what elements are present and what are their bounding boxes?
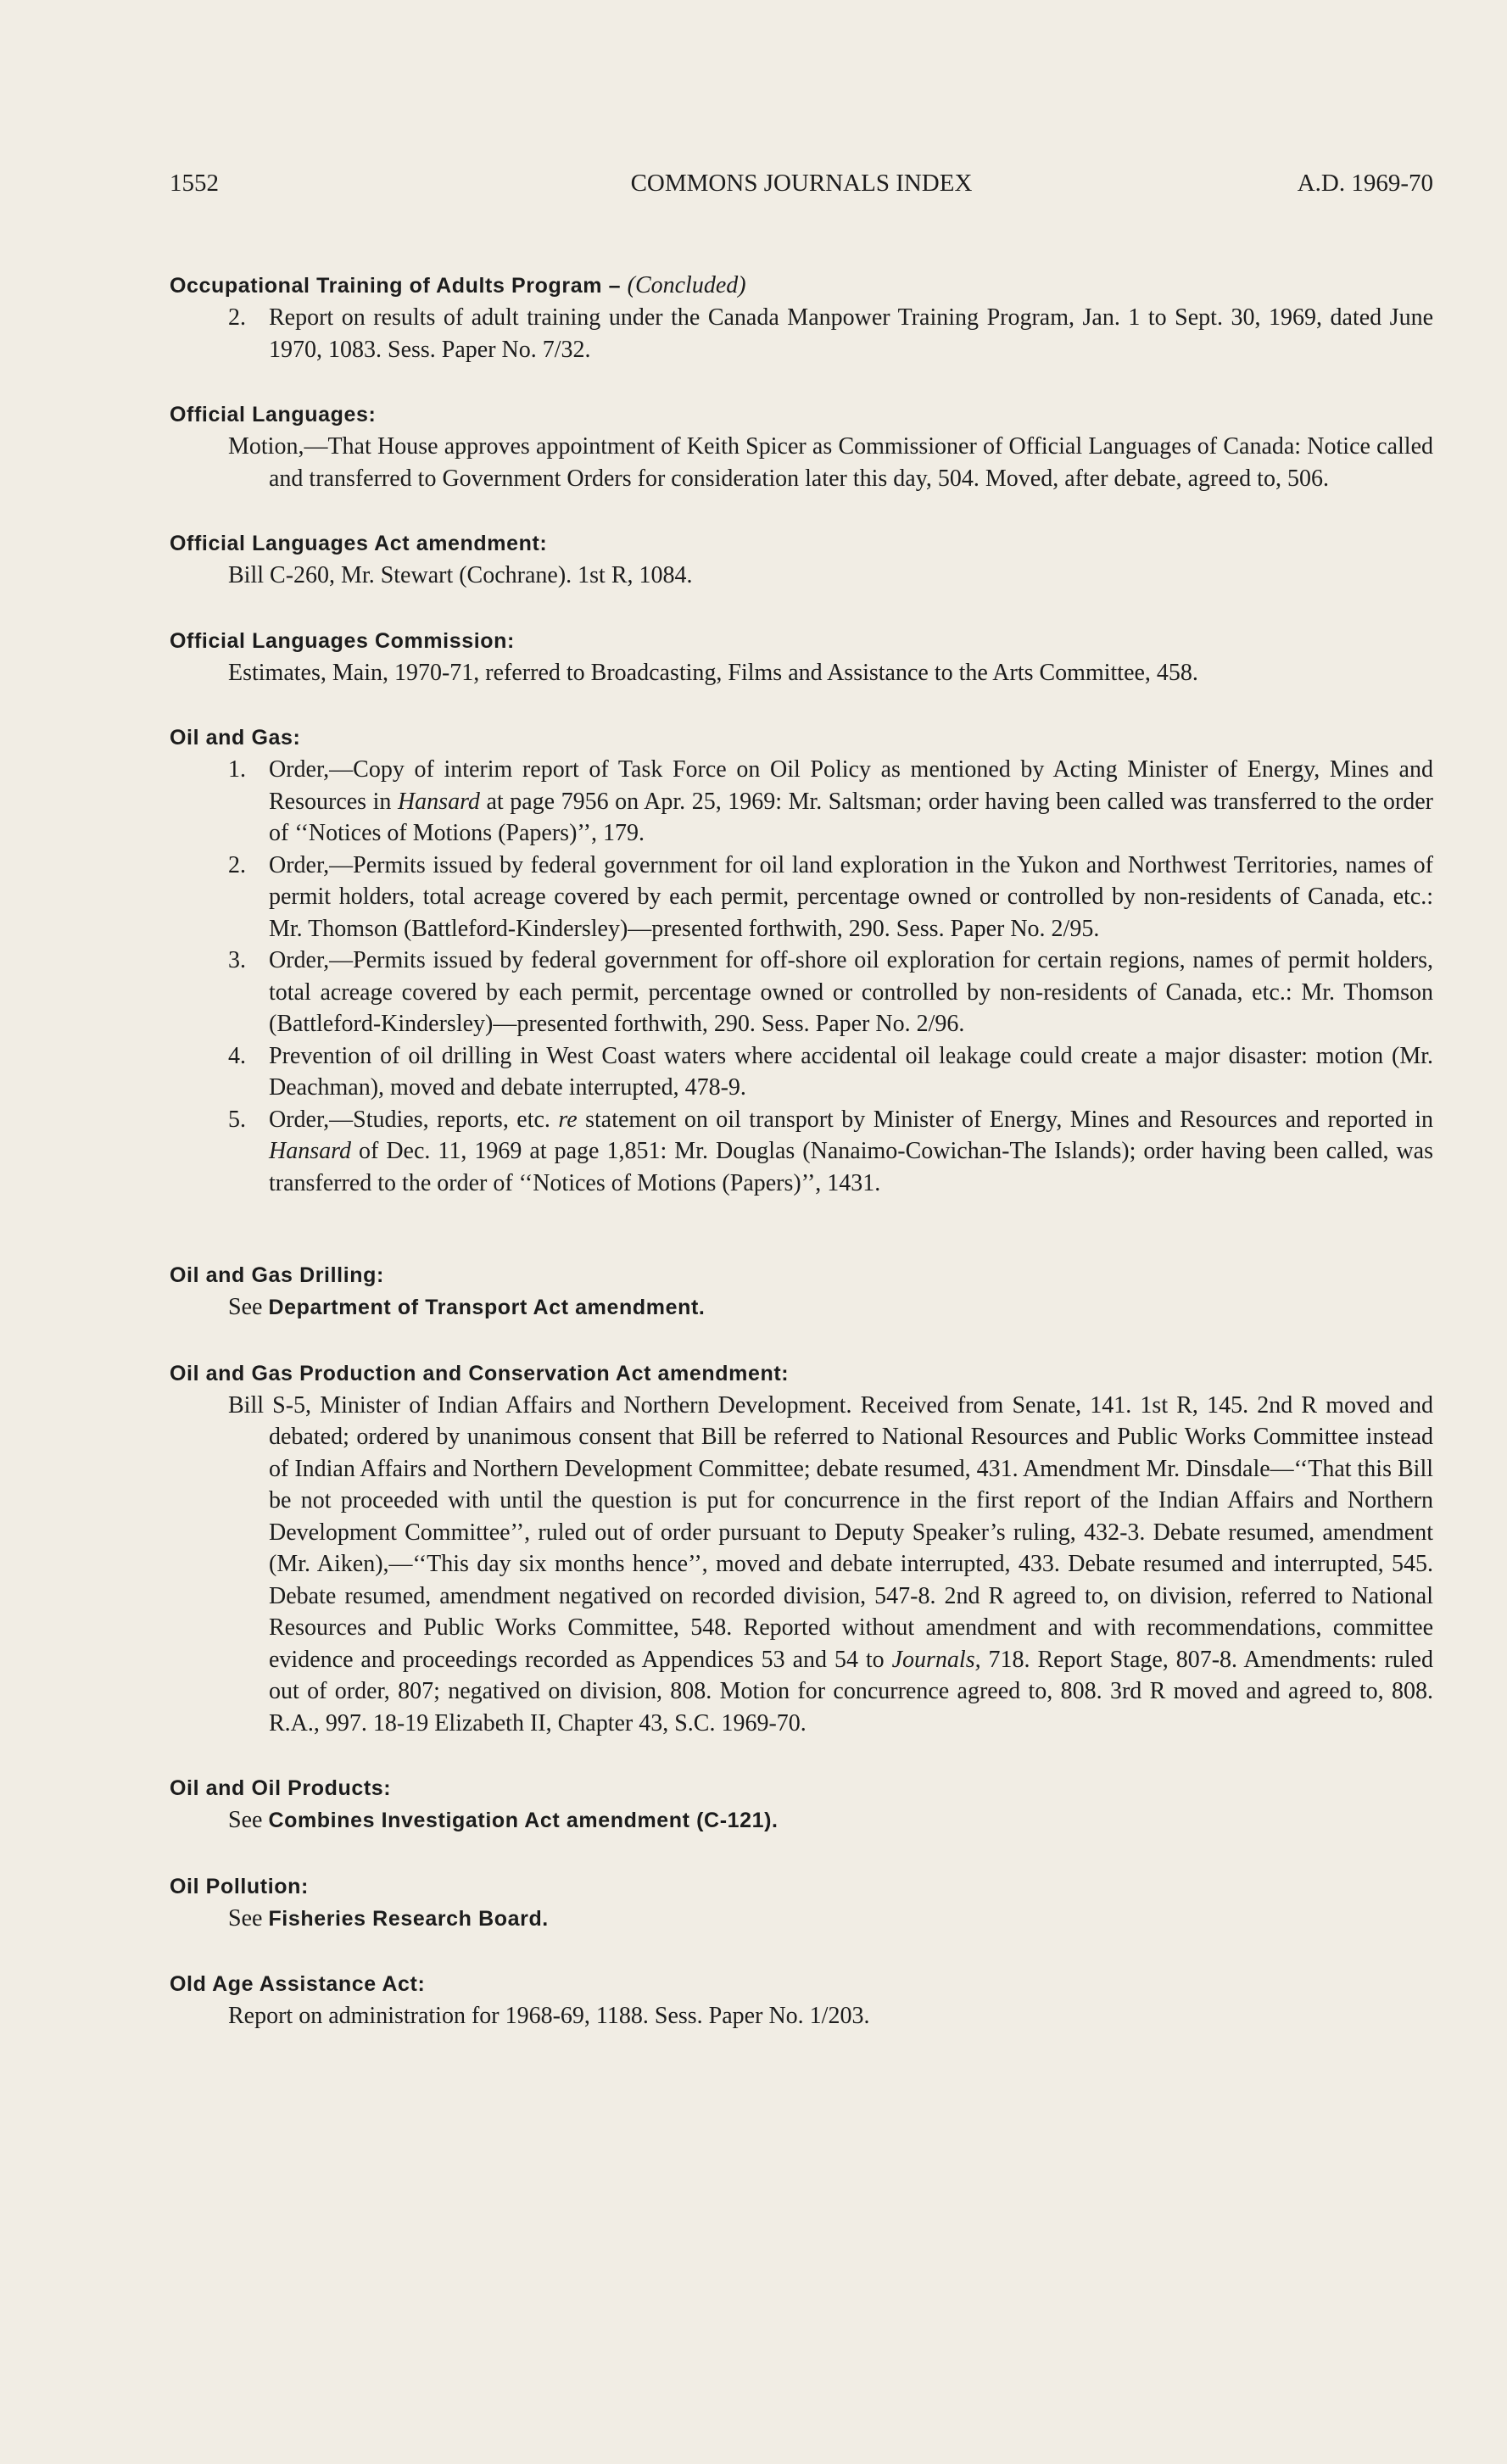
entry-official-languages xyxy=(170,399,1433,494)
italic-text: re xyxy=(558,1106,578,1133)
entry-heading: Oil and Gas Drilling: xyxy=(170,1263,384,1287)
heading-suffix: (Concluded) xyxy=(627,272,746,298)
text-part: of Dec. 11, 1969 at page 1,851: Mr. Douglas (Nanaimo-Cowichan-The Islands); order having been called, was transferred to the order of ‘‘Notices of Motions (Papers)’’, 1431. xyxy=(269,1138,1433,1196)
italic-text: Journals, xyxy=(891,1646,981,1673)
item-number: 2. xyxy=(228,304,246,331)
item-text: Order,—Permits issued by federal government for off-shore oil exploration for certain regions, names of permit holders, total acreage covered by each permit, percentage owned or controlled by non-residents of Canada, etc.: Mr. Thomson (Battleford-Kindersley)—presented forthwith, 290. Sess. Paper No. 2/96. xyxy=(269,947,1433,1037)
list-item xyxy=(228,754,1433,850)
text-part: Bill S-5, Minister of Indian Affairs and Northern Development. Received from Senate, 141. 1st R, 145. 2nd R moved and debated; ordered by unanimous consent that Bill be referred to National Resources and Public Works Committee instead of Indian Affairs and Northern Development Committee; debate resumed, 431. Amendment Mr. Dinsdale—‘‘That this Bill be not proceeded with until the question is put for concurrence in the first report of the Indian Affairs and Northern Development Committee’’, ruled out of order pursuant to Deputy Speaker’s ruling, 432-3. Debate resumed, amendment (Mr. Aiken),—‘‘This day six months hence’’, moved and debate interrupted, 433. Debate resumed and interrupted, 545. Debate resumed, amendment negatived on recorded division, 547-8. 2nd R agreed to, on division, referred to National Resources and Public Works Committee, 548. Reported without amendment and with recommendations, committee evidence and proceedings recorded as Appendices 53 and 54 to xyxy=(228,1391,1433,1673)
entry-heading: Oil Pollution: xyxy=(170,1874,309,1898)
page-header xyxy=(170,170,1433,207)
entry-oil-and-gas xyxy=(170,722,1433,1199)
list-item xyxy=(228,1040,1433,1104)
text-part: 718. Report Stage, 807-8. Amendments: ruled out of order, 807; negatived on division, 808. Motion for concurrence agreed to, 808. 3rd R moved and agreed to, 808. R.A., 997. 18-19 Elizabeth II, Chapter 43, S.C. 1969-70. xyxy=(269,1646,1433,1737)
running-title: COMMONS JOURNALS INDEX xyxy=(630,170,973,197)
entry-oil-pollution xyxy=(170,1871,1433,1936)
entry-heading: Official Languages: xyxy=(170,403,377,426)
see-reference xyxy=(228,1804,1433,1837)
entry-oil-gas-drilling xyxy=(170,1260,1433,1324)
entry-text: Motion,—That House approves appointment of Keith Spicer as Commissioner of Official Languages of Canada: Notice called and transferred to Government Orders for consideration later this day, 504. Moved, after debate, agreed to, 506. xyxy=(228,433,1433,492)
entry-text: Estimates, Main, 1970-71, referred to Broadcasting, Films and Assistance to the Arts Committee, 458. xyxy=(228,659,1198,686)
text-part: at page 7956 on Apr. 25, 1969: Mr. Saltsman; order having been called was transferred to the order of ‘‘Notices of Motions (Papers)’’, 179. xyxy=(269,788,1433,846)
year-range: A.D. 1969-70 xyxy=(1297,170,1433,197)
item-number: 2. xyxy=(228,851,246,878)
item-text xyxy=(269,754,1433,850)
entry-text: Bill C-260, Mr. Stewart (Cochrane). 1st R, 1084. xyxy=(228,562,693,588)
entry-heading: Oil and Oil Products: xyxy=(170,1776,392,1800)
see-reference xyxy=(228,1903,1433,1936)
page-number: 1552 xyxy=(170,170,219,197)
see-label: See xyxy=(228,1294,263,1320)
heading-text: Occupational Training of Adults Program – xyxy=(170,274,622,298)
entry-official-languages-commission xyxy=(170,626,1433,689)
text-part: Order,—Copy of interim report of Task Force on Oil Policy as mentioned by Acting Minister of Energy, Mines and Resources in xyxy=(269,756,1433,815)
entry-old-age-assistance xyxy=(170,1969,1433,2032)
entry-heading: Oil and Gas: xyxy=(170,726,301,750)
cross-reference: Department of Transport Act amendment. xyxy=(268,1296,706,1319)
list-item xyxy=(228,302,1433,365)
item-number: 3. xyxy=(228,947,246,973)
item-text xyxy=(269,1104,1433,1200)
list-item xyxy=(228,945,1433,1040)
item-number: 5. xyxy=(228,1106,246,1133)
entry-heading: Oil and Gas Production and Conservation Act amendment: xyxy=(170,1361,790,1385)
list-item xyxy=(228,850,1433,945)
item-number: 4. xyxy=(228,1042,246,1069)
list-item xyxy=(228,1104,1433,1200)
entry-heading: Official Languages Commission: xyxy=(170,628,515,653)
item-text: Prevention of oil drilling in West Coast waters where accidental oil leakage could create a major disaster: motion (Mr. Deachman), moved and debate interrupted, 478-9. xyxy=(269,1042,1433,1101)
entry-occupational-training xyxy=(170,270,1433,365)
index-content xyxy=(170,270,1433,2066)
item-text: Order,—Permits issued by federal government for oil land exploration in the Yukon and Northwest Territories, names of permit holders, total acreage covered by each permit, percentage owned or controlled by non-residents of Canada, etc.: Mr. Thomson (Battleford-Kindersley)—presented forthwith, 290. Sess. Paper No. 2/95. xyxy=(269,851,1433,942)
item-number: 1. xyxy=(228,756,246,783)
see-label: See xyxy=(228,1904,263,1932)
entry-oil-products xyxy=(170,1773,1433,1837)
text-part: Order,—Studies, reports, etc. xyxy=(269,1106,559,1133)
entry-heading: Old Age Assistance Act: xyxy=(170,1972,426,1996)
text-part: statement on oil transport by Minister of Energy, Mines and Resources and reported in xyxy=(577,1106,1433,1133)
entry-heading xyxy=(170,270,1433,302)
entry-oil-gas-production xyxy=(170,1358,1433,1740)
italic-text: Hansard xyxy=(269,1138,351,1164)
entry-heading: Official Languages Act amendment: xyxy=(170,532,548,555)
see-reference xyxy=(228,1291,1433,1324)
cross-reference: Fisheries Research Board. xyxy=(268,1906,549,1931)
cross-reference: Combines Investigation Act amendment (C-121). xyxy=(268,1809,779,1832)
item-text: Report on results of adult training under the Canada Manpower Training Program, Jan. 1 to Sept. 30, 1969, dated June 1970, 1083. Sess. Paper No. 7/32. xyxy=(269,304,1433,363)
italic-text: Hansard xyxy=(397,788,480,815)
entry-official-languages-act xyxy=(170,528,1433,592)
entry-text xyxy=(228,1390,1433,1740)
entry-text: Report on administration for 1968-69, 1188. Sess. Paper No. 1/203. xyxy=(228,2003,870,2029)
see-label: See xyxy=(228,1807,263,1833)
